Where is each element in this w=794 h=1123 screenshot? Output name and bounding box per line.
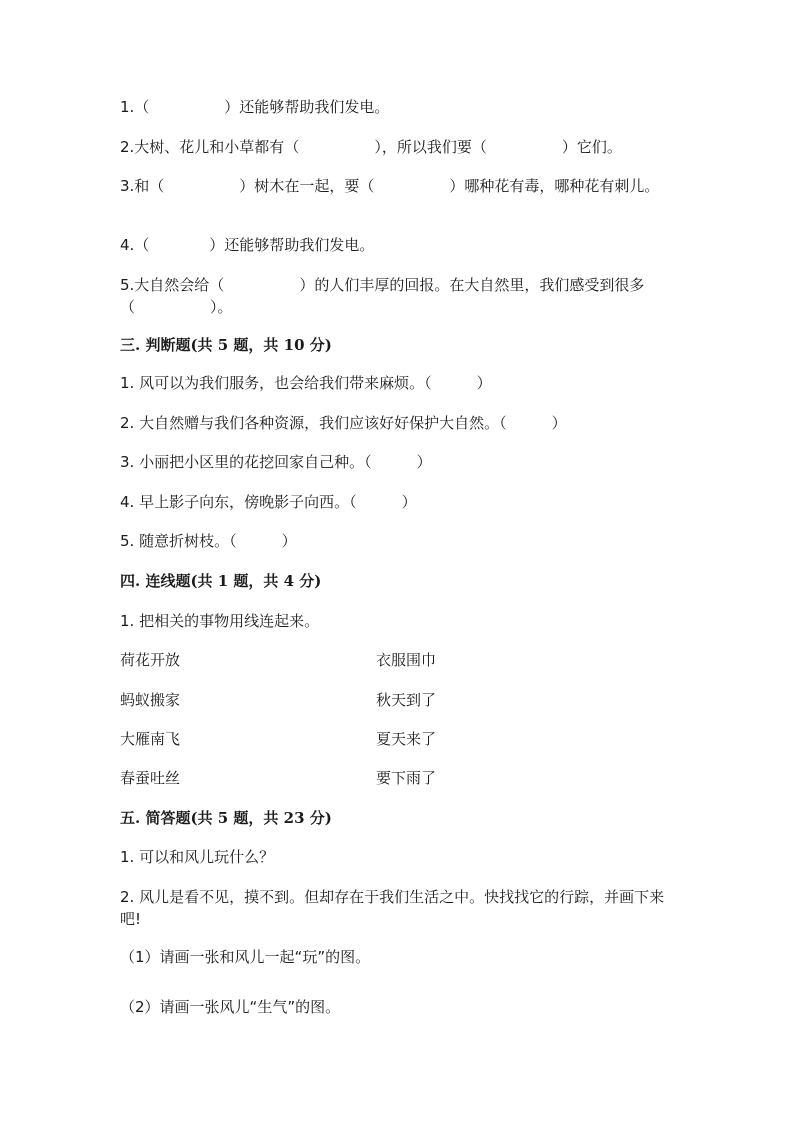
matching-right-item-3: 夏天来了 bbox=[376, 730, 437, 748]
short-answer-q1: 1. 可以和风儿玩什么？ bbox=[120, 848, 275, 866]
judge-item-1: 1. 风可以为我们服务，也会给我们带来麻烦。（ ） bbox=[120, 374, 492, 392]
section-5-title: 五. 简答题(共 5 题，共 23 分) bbox=[120, 809, 332, 827]
matching-left-item-1: 荷花开放 bbox=[120, 651, 181, 669]
fill-in-item-5: 5.大自然会给（ ）的人们丰厚的回报。在大自然里，我们感受到很多（ ）。 bbox=[120, 276, 645, 316]
judge-item-2: 2. 大自然赠与我们各种资源，我们应该好好保护大自然。（ ） bbox=[120, 414, 567, 432]
fill-in-item-1: 1.（ ）还能够帮助我们发电。 bbox=[120, 98, 390, 116]
judge-item-5: 5. 随意折树枝。（ ） bbox=[120, 532, 297, 550]
matching-right-item-4: 要下雨了 bbox=[376, 769, 437, 787]
short-answer-q2: 2. 风儿是看不见，摸不到。但却存在于我们生活之中。快找找它的行踪，并画下来吧! bbox=[120, 888, 665, 928]
section-3-title: 三. 判断题(共 5 题，共 10 分) bbox=[120, 336, 332, 354]
matching-right-item-2: 秋天到了 bbox=[376, 691, 437, 709]
fill-in-item-2: 2.大树、花儿和小草都有（ ），所以我们要（ ）它们。 bbox=[120, 138, 622, 156]
matching-right-item-1: 衣服围巾 bbox=[376, 651, 437, 669]
section-4-title: 四. 连线题(共 1 题，共 4 分) bbox=[120, 572, 322, 590]
short-answer-q2-part-2: （2）请画一张风儿“生气”的图。 bbox=[120, 998, 341, 1016]
fill-in-item-3: 3.和（ ）树木在一起，要（ ）哪种花有毒，哪种花有刺儿。 bbox=[120, 177, 660, 195]
judge-item-3: 3. 小丽把小区里的花挖回家自己种。（ ） bbox=[120, 453, 432, 471]
matching-left-item-2: 蚂蚁搬家 bbox=[120, 691, 181, 709]
judge-item-4: 4. 早上影子向东，傍晚影子向西。（ ） bbox=[120, 493, 417, 511]
matching-left-item-3: 大雁南飞 bbox=[120, 730, 181, 748]
fill-in-item-4: 4.（ ）还能够帮助我们发电。 bbox=[120, 236, 375, 254]
matching-left-item-4: 春蚕吐丝 bbox=[120, 769, 181, 787]
short-answer-q2-part-1: （1）请画一张和风儿一起“玩”的图。 bbox=[120, 948, 371, 966]
matching-prompt: 1. 把相关的事物用线连起来。 bbox=[120, 612, 320, 630]
